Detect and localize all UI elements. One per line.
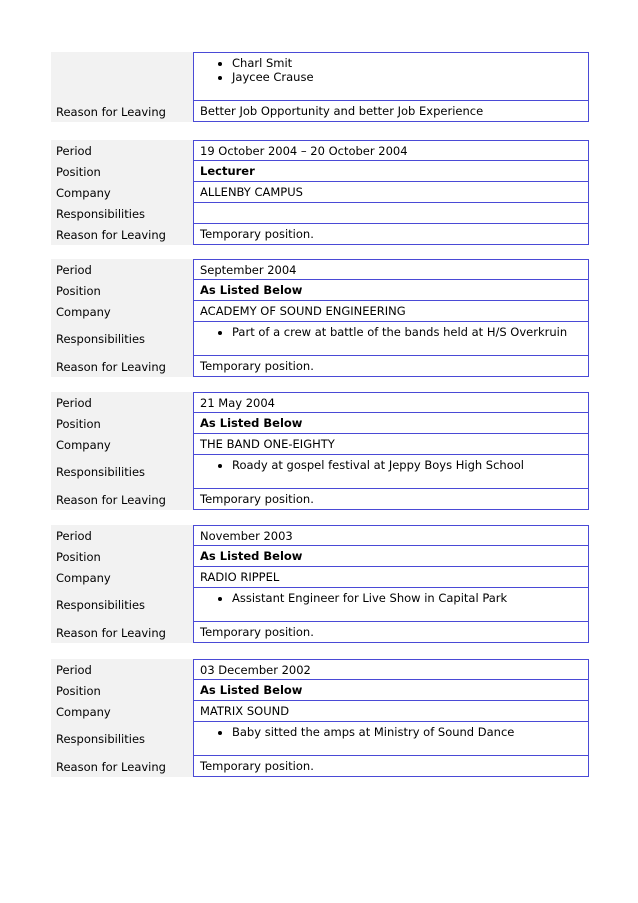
position-label: Position	[51, 280, 193, 301]
responsibilities-list	[200, 725, 514, 739]
company-label: Company	[51, 434, 193, 455]
employment-block-continued	[51, 52, 589, 122]
employment-block	[51, 525, 589, 643]
position-row	[51, 413, 589, 434]
position-row	[51, 680, 589, 701]
reason-label: Reason for Leaving	[51, 489, 193, 510]
reason-value: Better Job Opportunity and better Job Experience	[193, 101, 589, 122]
references-list-cell	[193, 52, 589, 101]
position-value: As Listed Below	[193, 680, 589, 701]
reason-value: Temporary position.	[193, 622, 589, 643]
employment-block	[51, 659, 589, 777]
references-list	[200, 56, 314, 84]
company-row	[51, 182, 589, 203]
responsibilities-value	[193, 203, 589, 224]
period-row	[51, 659, 589, 680]
company-label: Company	[51, 701, 193, 722]
reason-row	[51, 224, 589, 245]
period-label: Period	[51, 659, 193, 680]
responsibilities-row	[51, 588, 589, 622]
period-row	[51, 140, 589, 161]
responsibilities-label: Responsibilities	[51, 203, 193, 224]
period-row	[51, 525, 589, 546]
position-label: Position	[51, 413, 193, 434]
reason-value: Temporary position.	[193, 489, 589, 510]
company-label: Company	[51, 301, 193, 322]
responsibilities-list	[200, 591, 507, 605]
period-value: 19 October 2004 – 20 October 2004	[193, 140, 589, 161]
reason-label: Reason for Leaving	[51, 224, 193, 245]
responsibilities-list	[200, 458, 524, 472]
responsibilities-cell	[193, 588, 589, 622]
period-label: Period	[51, 259, 193, 280]
employment-block	[51, 259, 589, 377]
period-label: Period	[51, 525, 193, 546]
company-value: THE BAND ONE-EIGHTY	[193, 434, 589, 455]
position-label: Position	[51, 546, 193, 567]
company-value: ALLENBY CAMPUS	[193, 182, 589, 203]
position-row	[51, 280, 589, 301]
period-row	[51, 392, 589, 413]
position-label: Position	[51, 161, 193, 182]
empty-label	[51, 52, 193, 101]
reason-label: Reason for Leaving	[51, 756, 193, 777]
reason-value: Temporary position.	[193, 756, 589, 777]
company-row	[51, 434, 589, 455]
period-label: Period	[51, 392, 193, 413]
reason-value: Temporary position.	[193, 356, 589, 377]
position-value: As Listed Below	[193, 546, 589, 567]
company-label: Company	[51, 567, 193, 588]
reason-value: Temporary position.	[193, 224, 589, 245]
responsibilities-row	[51, 203, 589, 224]
employment-block	[51, 140, 589, 245]
reason-row	[51, 622, 589, 643]
position-row	[51, 546, 589, 567]
reference-item: • Jaycee Crause	[232, 70, 314, 84]
reason-label: Reason for Leaving	[51, 622, 193, 643]
responsibility-item: • Assistant Engineer for Live Show in Capital Park	[232, 591, 507, 605]
period-value: November 2003	[193, 525, 589, 546]
period-label: Period	[51, 140, 193, 161]
period-value: 21 May 2004	[193, 392, 589, 413]
responsibilities-row	[51, 455, 589, 489]
position-value: Lecturer	[193, 161, 589, 182]
reference-item: • Charl Smit	[232, 56, 314, 70]
position-value: As Listed Below	[193, 280, 589, 301]
responsibilities-cell	[193, 322, 589, 356]
responsibilities-row	[51, 722, 589, 756]
company-value: MATRIX SOUND	[193, 701, 589, 722]
period-value: September 2004	[193, 259, 589, 280]
responsibilities-cell	[193, 455, 589, 489]
position-row	[51, 161, 589, 182]
company-label: Company	[51, 182, 193, 203]
position-label: Position	[51, 680, 193, 701]
responsibility-item: • Roady at gospel festival at Jeppy Boys High School	[232, 458, 524, 472]
reason-label: Reason for Leaving	[51, 101, 193, 122]
responsibility-item: • Part of a crew at battle of the bands held at H/S Overkruin	[232, 325, 567, 339]
responsibilities-label: Responsibilities	[51, 455, 193, 489]
reason-row	[51, 489, 589, 510]
reason-row	[51, 356, 589, 377]
reason-row	[51, 756, 589, 777]
company-row	[51, 301, 589, 322]
period-value: 03 December 2002	[193, 659, 589, 680]
responsibilities-label: Responsibilities	[51, 722, 193, 756]
position-value: As Listed Below	[193, 413, 589, 434]
responsibilities-cell	[193, 722, 589, 756]
period-row	[51, 259, 589, 280]
responsibilities-row	[51, 322, 589, 356]
responsibilities-label: Responsibilities	[51, 322, 193, 356]
references-row	[51, 52, 589, 101]
employment-block	[51, 392, 589, 510]
company-row	[51, 567, 589, 588]
responsibilities-label: Responsibilities	[51, 588, 193, 622]
responsibility-item: • Baby sitted the amps at Ministry of Sound Dance	[232, 725, 514, 739]
reason-label: Reason for Leaving	[51, 356, 193, 377]
responsibilities-list	[200, 325, 567, 339]
company-value: RADIO RIPPEL	[193, 567, 589, 588]
company-row	[51, 701, 589, 722]
reason-row	[51, 101, 589, 122]
company-value: ACADEMY OF SOUND ENGINEERING	[193, 301, 589, 322]
